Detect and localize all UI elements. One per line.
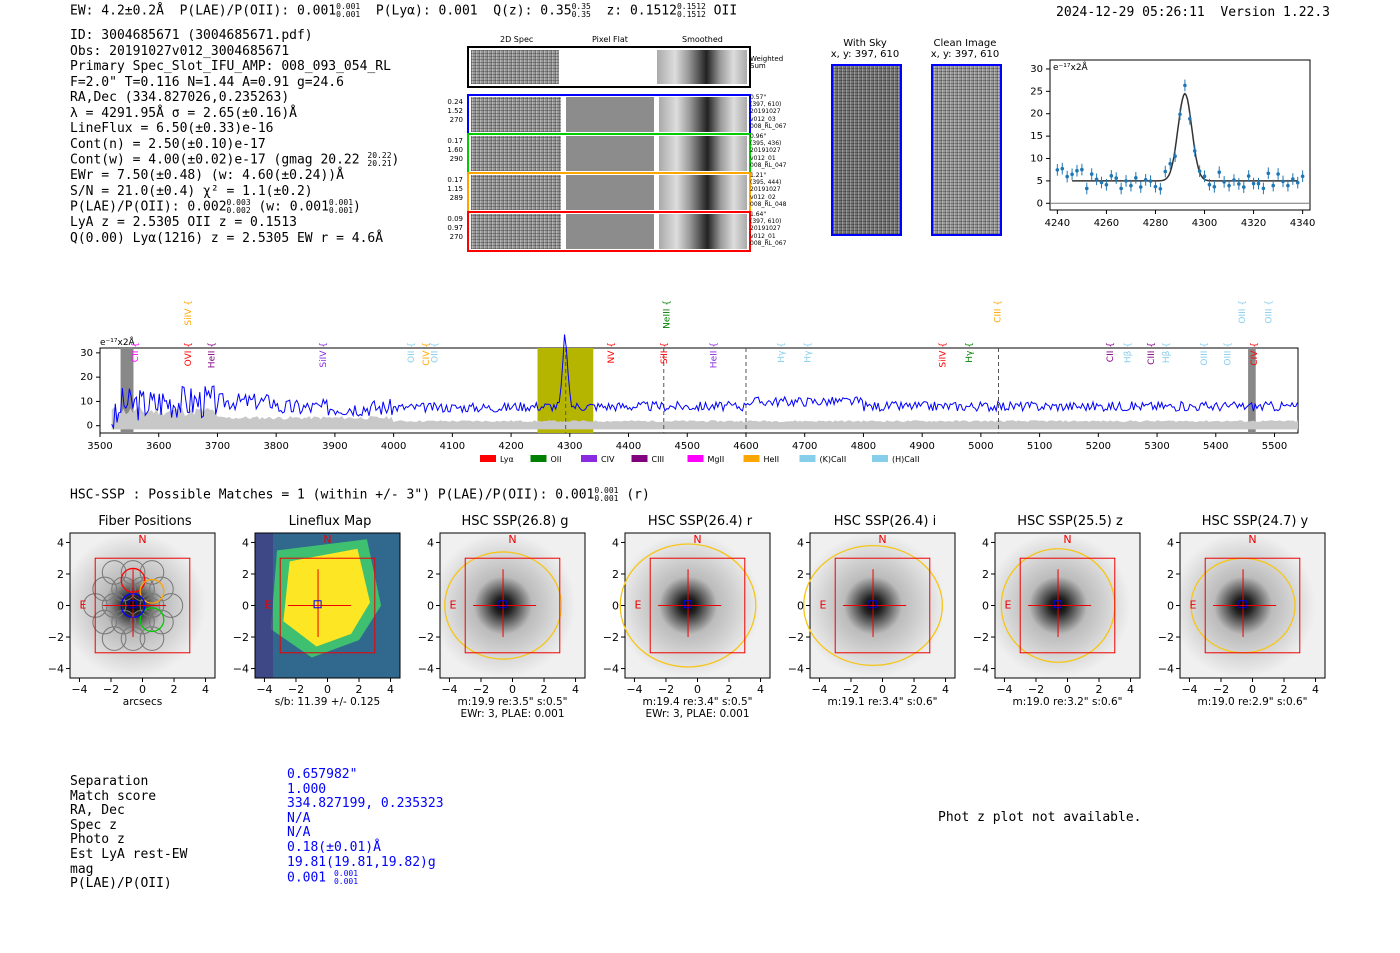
fit-ytick-label: 20 — [1030, 108, 1043, 120]
spec2d-row — [467, 94, 751, 135]
timestamp-version — [1056, 5, 1330, 20]
spectral-line-label: SiIV { — [319, 342, 330, 368]
compass-north: N — [138, 533, 147, 547]
cutout-title: HSC SSP(26.8) g — [461, 514, 569, 529]
cutout-caption: m:19.1 re:3.4" s:0.6" — [827, 696, 938, 708]
row-2dspec — [471, 136, 561, 171]
spectral-line-label: NeIII { — [662, 300, 673, 329]
hsc-cutout — [972, 530, 1145, 730]
legend-item — [480, 455, 514, 464]
cutout-ytick-label: 0 — [612, 599, 619, 613]
plae-value: P(LAE)/P(OII): 0.001 — [179, 3, 337, 19]
fit-axes — [1050, 60, 1310, 210]
svg-text:Lyα: Lyα — [500, 455, 514, 464]
match-values — [287, 768, 444, 886]
row-2dspec — [471, 97, 561, 132]
cutout-ytick-label: −2 — [47, 631, 64, 645]
cutout-xtick-label: 4 — [757, 683, 765, 696]
cutout-xtick-label: 2 — [1280, 683, 1288, 696]
spectral-line-label: HeII { — [709, 342, 720, 369]
match-label: Separation — [70, 774, 149, 789]
cutout-xtick-label: −4 — [441, 683, 458, 696]
cutout-xtick-label: −2 — [472, 683, 490, 696]
cutout-xtick-label: 4 — [1312, 683, 1320, 696]
clean-image-title: Clean Image x, y: 397, 610 — [930, 38, 1000, 60]
info-id: ID: 3004685671 (3004685671.pdf) — [70, 28, 313, 43]
timestamp: 2024-12-29 05:26:11 — [1056, 5, 1205, 20]
spectral-line-label: OIII { — [1200, 342, 1211, 366]
spectrum-xtick-label: 4200 — [498, 441, 524, 452]
info-ewr: EWr = 7.50(±0.48) (w: 4.60(±0.24))Å — [70, 168, 344, 183]
spec2d-row — [467, 211, 751, 252]
z-line: OII — [713, 3, 738, 19]
fit-ytick-label: 25 — [1030, 86, 1043, 98]
legend-item — [581, 455, 615, 464]
fit-xtick-label: 4260 — [1093, 218, 1120, 229]
spectral-line-label: OII { — [407, 342, 418, 363]
spectral-line-label: Hβ { — [1161, 342, 1172, 364]
row-smoothed — [659, 136, 747, 171]
compass-east: E — [1004, 598, 1012, 612]
with-sky-title: With Sky x, y: 397, 610 — [830, 38, 900, 60]
z-range: 0.1512 0.1512 — [676, 2, 706, 19]
cutout-xtick-label: −2 — [657, 683, 675, 696]
match-value: 0.657982" — [287, 767, 358, 782]
with-sky-image — [831, 64, 902, 236]
spectrum-xtick-label: 5500 — [1261, 441, 1288, 452]
compass-east: E — [819, 598, 827, 612]
cutout-ytick-label: 2 — [797, 567, 804, 581]
fit-ytick-label: 0 — [1036, 198, 1043, 210]
spectrum-xtick-label: 4800 — [850, 441, 877, 452]
spectral-line-label: OIII { — [1223, 342, 1234, 366]
spectrum-xtick-label: 5300 — [1144, 441, 1170, 452]
row-stats: 0.17 1.15 289 — [447, 176, 463, 202]
compass-north: N — [693, 533, 702, 547]
weighted-sum-label: Weighted Sum — [750, 55, 784, 70]
cutout-ytick-label: −2 — [972, 631, 989, 645]
spectral-line-label: SiIV { — [938, 342, 949, 368]
spectral-line-label: OIII { — [1264, 300, 1275, 324]
cutout-title: Lineflux Map — [288, 514, 372, 529]
cutout-xtick-label: 0 — [879, 683, 886, 696]
cutout-ytick-label: 0 — [797, 599, 804, 613]
z-value: z: 0.1512 — [606, 3, 677, 19]
legend-item — [632, 455, 665, 464]
row-2dspec — [471, 175, 561, 210]
phot-z-message: Phot z plot not available. — [938, 810, 1142, 825]
match-value: N/A — [287, 810, 311, 826]
row-smoothed — [659, 175, 747, 210]
match-value: N/A — [287, 825, 311, 841]
spectral-line-label: SiIV { — [184, 300, 195, 326]
spectrum-xtick-label: 5000 — [968, 441, 994, 452]
cutout-ytick-label: 4 — [1167, 536, 1174, 550]
legend-item — [688, 455, 725, 464]
spectrum-xtick-label: 4700 — [791, 441, 818, 452]
cutout-xtick-label: −2 — [287, 683, 305, 696]
cutout-caption: m:19.0 re:3.2" s:0.6" — [1012, 696, 1123, 708]
cutout-xtick-label: 4 — [387, 683, 395, 696]
cutout-xtick-label: 0 — [324, 683, 331, 696]
row-meta: 0.96" (395, 436) 20191027 v012_01 008_RL_047 — [750, 133, 787, 169]
spec2d-col-pixelflat: Pixel Flat — [592, 35, 628, 44]
cutout-ytick-label: −4 — [972, 662, 989, 676]
row-pixelflat — [566, 97, 654, 132]
cutout-caption: m:19.4 re:3.4" s:0.5" — [642, 696, 753, 708]
svg-text:CIII: CIII — [651, 455, 665, 464]
weighted-2dspec — [471, 50, 559, 84]
cutout-xtick-label: 2 — [170, 683, 178, 696]
cutout-xtick-label: 4 — [1127, 683, 1135, 696]
cutout-caption-2: EWr: 3, PLAE: 0.001 — [460, 708, 565, 720]
spectrum-xtick-label: 3500 — [87, 441, 113, 452]
spectrum-xtick-label: 3800 — [263, 441, 289, 452]
match-label: mag — [70, 861, 94, 877]
cutout-ytick-label: −4 — [47, 662, 64, 676]
cutout-ytick-label: −4 — [232, 662, 249, 676]
row-2dspec — [471, 214, 561, 249]
cutout-ytick-label: 0 — [57, 599, 64, 613]
legend-item — [872, 455, 919, 464]
info-fparams: F=2.0" T=0.116 N=1.44 A=0.91 g=24.6 — [70, 74, 344, 90]
hsc-cutout — [787, 530, 960, 730]
compass-north: N — [508, 533, 517, 547]
info-radec: RA,Dec (334.827026,0.235263) — [70, 90, 290, 105]
spectrum-ylabel: e⁻¹⁷x2Å — [100, 338, 135, 348]
cutout-ytick-label: 2 — [242, 567, 249, 581]
spec2d-panel — [447, 32, 787, 257]
cutout-ytick-label: −4 — [787, 662, 804, 676]
spectrum-xtick-label: 5400 — [1203, 441, 1229, 452]
cutout-ytick-label: 2 — [57, 567, 64, 581]
spectral-line-label: CII { — [131, 342, 142, 363]
cutout-xtick-label: 2 — [1095, 683, 1103, 696]
spectrum-xtick-label: 3700 — [204, 441, 231, 452]
header-line — [70, 3, 737, 19]
spectral-line-label: CIII { — [1147, 342, 1158, 365]
cutout-title: HSC SSP(24.7) y — [1201, 514, 1309, 529]
fit-xtick-label: 4320 — [1240, 218, 1267, 229]
cutout-caption: s/b: 11.39 +/- 0.125 — [274, 696, 381, 708]
svg-text:(H)CaII: (H)CaII — [892, 455, 920, 464]
match-label: Match score — [70, 788, 157, 804]
cutout-caption: m:19.0 re:2.9" s:0.6" — [1197, 696, 1308, 708]
row-pixelflat — [566, 175, 654, 210]
spec2d-row — [467, 172, 751, 213]
legend-item — [531, 455, 562, 464]
match-label: P(LAE)/P(OII) — [70, 876, 172, 892]
cutout-title: HSC SSP(26.4) r — [647, 514, 753, 529]
cutout-caption: arcsecs — [122, 696, 163, 708]
cutout-title: HSC SSP(25.5) z — [1017, 514, 1123, 529]
cutout-xtick-label: −4 — [626, 683, 643, 696]
cutout-ytick-label: 0 — [427, 599, 434, 613]
info-lineflux: LineFlux = 6.50(±0.33)e-16 — [70, 121, 274, 136]
spectrum-xtick-label: 4600 — [733, 441, 759, 452]
cutout-ytick-label: 4 — [982, 536, 989, 550]
spectral-line-label: CIII { — [993, 300, 1004, 323]
hsc-cutout — [602, 530, 775, 730]
spectrum-ytick-label: 30 — [80, 347, 93, 359]
match-value: 0.001 0.001 0.001 — [287, 869, 359, 887]
compass-north: N — [1063, 533, 1072, 547]
cutout-ytick-label: 4 — [612, 536, 619, 550]
svg-text:MgII: MgII — [707, 455, 725, 464]
compass-north: N — [323, 533, 332, 547]
compass-east: E — [1189, 598, 1197, 612]
svg-text:(K)CaII: (K)CaII — [819, 455, 847, 464]
compass-east: E — [634, 598, 642, 612]
spec2d-row — [467, 133, 751, 174]
spectrum-ytick-label: 10 — [80, 396, 93, 408]
row-smoothed — [659, 214, 747, 249]
cutout-xtick-label: 0 — [1064, 683, 1071, 696]
spectral-line-label: Hγ { — [803, 342, 814, 363]
spectral-line-label: CIV { — [1249, 342, 1260, 366]
spectral-line-label: Hβ { — [1123, 342, 1134, 364]
svg-text:OII: OII — [550, 455, 562, 464]
cutout-ytick-label: 4 — [797, 536, 804, 550]
cutout-xtick-label: −4 — [996, 683, 1013, 696]
cutout-ytick-label: −4 — [417, 662, 434, 676]
cutout-ytick-label: −2 — [1157, 631, 1174, 645]
fit-xtick-label: 4240 — [1044, 218, 1071, 229]
info-plae: P(LAE)/P(OII): 0.002 0.003 0.002 (w: 0.001 0.001 0.001 ) — [70, 198, 361, 215]
spectrum-xtick-label: 3600 — [145, 441, 172, 452]
cutout-ytick-label: 2 — [427, 567, 434, 581]
cutout-title: HSC SSP(26.4) i — [833, 514, 937, 529]
cutout-ytick-label: −2 — [232, 631, 249, 645]
cutout-xtick-label: 4 — [572, 683, 580, 696]
cutout-xtick-label: −4 — [811, 683, 828, 696]
cutout-caption: m:19.9 re:3.5" s:0.5" — [457, 696, 568, 708]
compass-north: N — [878, 533, 887, 547]
spectrum-xtick-label: 4100 — [439, 441, 466, 452]
spectrum-xtick-label: 4900 — [909, 441, 935, 452]
legend-item — [800, 455, 847, 464]
cutout-xtick-label: −2 — [1212, 683, 1230, 696]
fit-xtick-label: 4280 — [1142, 218, 1169, 229]
fit-xtick-label: 4340 — [1289, 218, 1316, 229]
qz-value: Q(z): 0.35 — [493, 3, 572, 19]
cutout-xtick-label: 0 — [139, 683, 146, 696]
row-stats: 0.09 0.97 270 — [447, 215, 463, 241]
spectrum-xtick-label: 3900 — [322, 441, 348, 452]
spectrum-xtick-label: 5100 — [1026, 441, 1053, 452]
match-value: 0.18(±0.01)Å — [287, 839, 381, 855]
spectral-line-label: Hγ { — [965, 342, 976, 363]
info-q: Q(0.00) Lyα(1216) z = 2.5305 EW r = 4.6Å — [70, 230, 384, 246]
cutout-ytick-label: −2 — [417, 631, 434, 645]
spectrum-xtick-label: 5200 — [1085, 441, 1112, 452]
cutout-ytick-label: 0 — [242, 599, 249, 613]
spectral-line-label: HeII { — [207, 342, 218, 369]
hsc-title: HSC-SSP : Possible Matches = 1 (within +/- 3") P(LAE)/P(OII): 0.001 0.001 0.001 (r) — [70, 486, 650, 503]
row-meta: 1.21" (395, 444) 20191027 v012_02 008_RL_048 — [750, 172, 787, 208]
cutout-xtick-label: 2 — [725, 683, 733, 696]
spectral-line-label: CIV { — [421, 342, 432, 366]
version: Version 1.22.3 — [1220, 5, 1330, 20]
cutout-xtick-label: 0 — [509, 683, 516, 696]
spec2d-col-smoothed: Smoothed — [682, 35, 723, 44]
cutout-ytick-label: 0 — [982, 599, 989, 613]
qz-range: 0.35 0.35 — [571, 2, 591, 19]
hsc-cutout — [417, 530, 590, 730]
lineflux-map — [232, 530, 405, 730]
info-contn: Cont(n) = 2.50(±0.10)e-17 — [70, 136, 266, 152]
plya-value: P(Lyα): 0.001 — [375, 3, 478, 19]
match-value: 334.827199, 0.235323 — [287, 796, 444, 812]
match-label: Photo z — [70, 832, 125, 848]
spectrum-xtick-label: 4000 — [380, 441, 407, 452]
compass-north: N — [1248, 533, 1257, 547]
full-spectrum-plot — [60, 270, 1320, 470]
cutout-ytick-label: −2 — [787, 631, 804, 645]
cutout-ytick-label: −2 — [602, 631, 619, 645]
cutout-ytick-label: 4 — [242, 536, 249, 550]
legend-item — [744, 455, 780, 464]
cutout-title: Fiber Positions — [98, 514, 192, 529]
spectrum-xtick-label: 4400 — [615, 441, 642, 452]
match-value: 1.000 — [287, 781, 327, 797]
spectral-line-label: OIII { — [1238, 300, 1249, 324]
cutout-xtick-label: 4 — [202, 683, 210, 696]
row-pixelflat — [566, 136, 654, 171]
match-label: Est LyA rest-EW — [70, 846, 188, 862]
cutout-caption-2: EWr: 3, PLAE: 0.001 — [645, 708, 750, 720]
info-lya: LyA z = 2.5305 OII z = 0.1513 — [70, 215, 297, 230]
cutout-ytick-label: −4 — [1157, 662, 1174, 676]
cutout-ytick-label: 4 — [57, 536, 64, 550]
info-contw: Cont(w) = 4.00(±0.02)e-17 (gmag 20.22 20.22 20.21 ) — [70, 151, 400, 168]
fit-ytick-label: 10 — [1030, 153, 1043, 165]
info-obs: Obs: 20191027v012_3004685671 — [70, 43, 290, 59]
compass-east: E — [264, 598, 272, 612]
cutout-ytick-label: 4 — [427, 536, 434, 550]
spectrum-ytick-label: 0 — [86, 420, 93, 432]
spectral-line-label: OII { — [430, 342, 441, 363]
spectrum-ytick-label: 20 — [80, 372, 93, 384]
cutout-xtick-label: −4 — [256, 683, 273, 696]
row-smoothed — [659, 97, 747, 132]
cutout-xtick-label: −2 — [1027, 683, 1045, 696]
spectral-line-label: SiII { — [659, 342, 670, 365]
spec2d-col-2dspec: 2D Spec — [500, 35, 534, 44]
spectral-line-label: Hγ { — [777, 342, 788, 363]
row-meta: 1.64" (397, 610) 20191027 v012_01 008_RL_067 — [750, 211, 787, 247]
info-block — [70, 28, 399, 246]
ew-value: EW: 4.2±0.2Å — [70, 3, 164, 19]
match-labels — [70, 775, 187, 892]
cutout-xtick-label: 0 — [694, 683, 701, 696]
cutout-xtick-label: −2 — [842, 683, 860, 696]
spectral-line-label: NV { — [606, 342, 617, 364]
spectral-line-label: CII { — [1106, 342, 1117, 363]
cutout-ytick-label: −4 — [602, 662, 619, 676]
compass-east: E — [449, 598, 457, 612]
cutout-ytick-label: 2 — [1167, 567, 1174, 581]
fit-ylabel: e⁻¹⁷x2Å — [1053, 63, 1088, 73]
spectrum-xtick-label: 4500 — [674, 441, 700, 452]
match-label: RA, Dec — [70, 803, 125, 819]
line-fit-plot — [1020, 55, 1320, 235]
cutout-xtick-label: 0 — [1249, 683, 1256, 696]
hsc-cutout — [1157, 530, 1330, 730]
row-pixelflat — [566, 214, 654, 249]
spectral-line-label: OVI { — [184, 342, 195, 367]
cutout-ytick-label: 0 — [1167, 599, 1174, 613]
cutout-xtick-label: 2 — [355, 683, 363, 696]
cutout-ytick-label: 2 — [612, 567, 619, 581]
fit-xtick-label: 4300 — [1191, 218, 1218, 229]
cutout-xtick-label: −4 — [1181, 683, 1198, 696]
info-primary: Primary Spec_Slot_IFU_AMP: 008_093_054_RL — [70, 59, 391, 74]
info-lambda: λ = 4291.95Å σ = 2.65(±0.16)Å — [70, 105, 297, 121]
svg-text:HeII: HeII — [763, 455, 780, 464]
fit-ytick-label: 15 — [1030, 131, 1043, 143]
weighted-smoothed — [657, 50, 747, 84]
cutout-xtick-label: 4 — [942, 683, 950, 696]
svg-text:CIV: CIV — [601, 455, 615, 464]
info-sn: S/N = 21.0(±0.4) χ² = 1.1(±0.2) — [70, 183, 313, 199]
plae-range: 0.001 0.001 — [336, 2, 361, 19]
fit-ytick-label: 30 — [1030, 63, 1043, 75]
row-stats: 0.17 1.60 290 — [447, 137, 463, 163]
compass-east: E — [79, 598, 87, 612]
cutout-xtick-label: 2 — [540, 683, 548, 696]
row-stats: 0.24 1.52 270 — [447, 98, 463, 124]
cutout-xtick-label: 2 — [910, 683, 918, 696]
clean-image — [931, 64, 1002, 236]
fiber-positions-plot — [47, 530, 220, 730]
weighted-sum-box — [467, 46, 751, 88]
cutout-xtick-label: −2 — [102, 683, 120, 696]
row-meta: 0.57" (397, 610) 20191027 v012_03 008_RL_067 — [750, 94, 787, 130]
match-label: Spec z — [70, 817, 117, 833]
spectrum-xtick-label: 4300 — [557, 441, 583, 452]
cutout-ytick-label: 2 — [982, 567, 989, 581]
match-value: 19.81(19.81,19.82)g — [287, 854, 436, 870]
fit-ytick-label: 5 — [1036, 175, 1043, 187]
cutout-xtick-label: −4 — [71, 683, 88, 696]
